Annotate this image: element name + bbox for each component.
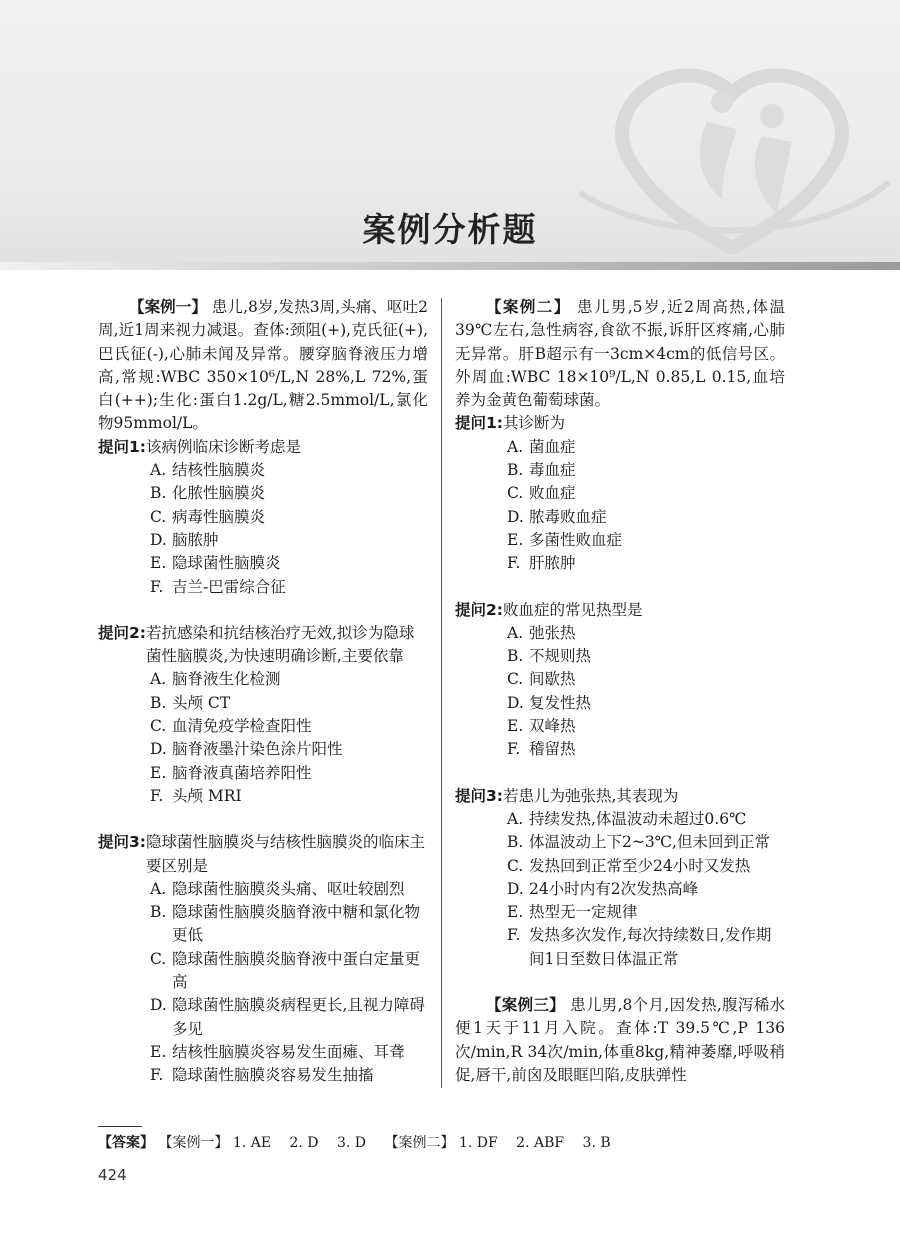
question-label: 提问2: — [98, 623, 146, 642]
option-item — [150, 948, 428, 995]
page-title: 案例分析题 — [362, 210, 538, 249]
option-item — [150, 901, 428, 948]
option-text: 病毒性脑膜炎 — [172, 507, 266, 526]
option-text: 结核性脑膜炎 — [172, 461, 266, 480]
case-2-label: 【案例二】 — [486, 298, 571, 316]
case-3-paragraph — [455, 994, 785, 1087]
option-key: D. — [507, 507, 524, 526]
option-item — [150, 762, 428, 785]
case-1-question-3-options — [98, 878, 428, 1088]
option-text: 发热多次发作,每次持续数日,发作期间1日至数日体温正常 — [529, 926, 772, 968]
answer-case-1-label: 【案例一】 — [158, 1135, 229, 1151]
option-text: 隐球菌性脑膜炎 — [172, 554, 281, 573]
option-text: 脓毒败血症 — [529, 507, 607, 526]
footnote-rule — [98, 1126, 142, 1127]
option-item — [150, 1064, 428, 1087]
option-key: C. — [150, 717, 167, 736]
option-item — [150, 482, 428, 505]
case-1-paragraph — [98, 296, 428, 436]
option-key: E. — [507, 717, 524, 736]
option-key: F. — [150, 1066, 164, 1085]
option-item — [150, 552, 428, 575]
spacer — [98, 808, 428, 831]
question-label: 提问1: — [98, 437, 146, 456]
option-item — [150, 576, 428, 599]
option-text: 不规则热 — [529, 647, 592, 666]
case-1-label: 【案例一】 — [129, 298, 207, 316]
option-text: 血清免疫学检查阳性 — [172, 717, 312, 736]
option-key: F. — [150, 786, 164, 805]
case-2-question-3 — [455, 785, 785, 808]
answer-item: 2. D — [289, 1135, 319, 1151]
spacer — [455, 762, 785, 785]
option-key: A. — [507, 809, 524, 828]
case-1-question-3 — [98, 831, 428, 878]
spacer — [455, 971, 785, 994]
case-1-question-1-options — [98, 459, 428, 599]
option-key: A. — [507, 437, 524, 456]
option-text: 脑脊液生化检测 — [172, 670, 281, 689]
case-3-label: 【案例三】 — [486, 996, 565, 1015]
option-item — [507, 855, 785, 878]
option-key: F. — [507, 740, 521, 759]
case-1-question-2-options — [98, 668, 428, 808]
question-text: 若抗感染和抗结核治疗无效,拟诊为隐球菌性脑膜炎,为快速明确诊断,主要依靠 — [145, 623, 415, 666]
option-text: 脑脊液真菌培养阳性 — [172, 763, 312, 782]
answer-item: 2. ABF — [516, 1135, 565, 1151]
question-label: 提问3: — [455, 786, 503, 805]
option-item — [507, 831, 785, 854]
option-text: 多菌性败血症 — [529, 530, 623, 549]
option-key: B. — [150, 484, 167, 503]
option-text: 稽留热 — [529, 740, 576, 759]
option-key: A. — [507, 623, 524, 642]
case-2-question-1 — [455, 412, 785, 435]
option-text: 头颅 MRI — [172, 786, 242, 805]
question-text: 败血症的常见热型是 — [502, 600, 643, 619]
option-key: E. — [507, 903, 524, 922]
option-text: 发热回到正常至少24小时又发热 — [529, 856, 751, 875]
option-key: B. — [507, 461, 524, 480]
option-key: D. — [507, 879, 524, 898]
option-text: 双峰热 — [529, 717, 576, 736]
option-key: C. — [150, 507, 167, 526]
option-item — [507, 645, 785, 668]
option-item — [507, 622, 785, 645]
option-text: 败血症 — [529, 484, 576, 503]
option-key: D. — [150, 530, 167, 549]
case-2-text: 患儿男,5岁,近2周高热,体温39℃左右,急性病容,食欲不振,诉肝区疼痛,心肺无异常。肝B超示有一3cm×4cm的低信号区。外周血:WBC 18×10⁹/L,N 0.85,L 0.15,血培养为金黄色葡萄球菌。 — [455, 298, 785, 410]
option-item — [507, 901, 785, 924]
option-item — [507, 878, 785, 901]
option-text: 脑脓肿 — [172, 530, 219, 549]
option-item — [150, 878, 428, 901]
option-text: 24小时内有2次发热高峰 — [529, 879, 699, 898]
option-item — [507, 668, 785, 691]
option-text: 毒血症 — [529, 461, 576, 480]
case-2-paragraph — [455, 296, 785, 412]
option-item — [150, 994, 428, 1041]
answer-item: 3. D — [337, 1135, 367, 1151]
option-key: D. — [507, 693, 524, 712]
page-number: 424 — [98, 1166, 127, 1184]
option-item — [150, 668, 428, 691]
option-key: C. — [507, 484, 524, 503]
case-2-question-2 — [455, 599, 785, 622]
option-text: 弛张热 — [529, 623, 576, 642]
option-item — [507, 692, 785, 715]
option-text: 复发性热 — [529, 693, 592, 712]
option-key: C. — [507, 670, 524, 689]
answer-case-2-label: 【案例二】 — [384, 1135, 455, 1151]
case-1-question-1 — [98, 436, 428, 459]
option-key: D. — [150, 996, 167, 1015]
option-item — [150, 692, 428, 715]
header-accent-bar — [0, 262, 900, 270]
option-key: E. — [150, 554, 167, 573]
option-text: 隐球菌性脑膜炎病程更长,且视力障碍多见 — [172, 996, 425, 1038]
option-text: 结核性脑膜炎容易发生面瘫、耳聋 — [172, 1042, 405, 1061]
option-item — [507, 506, 785, 529]
option-text: 持续发热,体温波动未超过0.6℃ — [529, 809, 747, 828]
option-item — [150, 529, 428, 552]
option-key: B. — [507, 647, 524, 666]
answer-item: 1. AE — [232, 1135, 272, 1151]
option-item — [150, 459, 428, 482]
spacer — [455, 576, 785, 599]
option-key: E. — [150, 1042, 167, 1061]
right-column — [455, 296, 785, 1087]
left-column — [98, 296, 428, 1088]
option-key: C. — [507, 856, 524, 875]
case-2-question-2-options — [455, 622, 785, 762]
option-item — [150, 1041, 428, 1064]
answer-key — [98, 1132, 625, 1152]
column-divider — [441, 298, 442, 1088]
option-item — [150, 785, 428, 808]
answer-item: 3. B — [582, 1135, 611, 1151]
spacer — [98, 599, 428, 622]
option-key: E. — [507, 530, 524, 549]
option-item — [507, 738, 785, 761]
question-label: 提问1: — [455, 414, 503, 433]
option-text: 隐球菌性脑膜炎脑脊液中糖和氯化物更低 — [172, 903, 421, 945]
option-item — [150, 506, 428, 529]
option-key: E. — [150, 763, 167, 782]
option-item — [507, 436, 785, 459]
case-1-question-2 — [98, 622, 428, 669]
option-key: B. — [150, 903, 167, 922]
case-2-question-1-options — [455, 436, 785, 576]
option-item — [507, 482, 785, 505]
option-key: A. — [150, 461, 167, 480]
question-text: 该病例临床诊断考虑是 — [145, 437, 301, 456]
question-label: 提问2: — [455, 600, 503, 619]
question-text: 若患儿为弛张热,其表现为 — [502, 786, 679, 805]
option-text: 脑脊液墨汁染色涂片阳性 — [172, 740, 343, 759]
option-text: 隐球菌性脑膜炎头痛、呕吐较剧烈 — [172, 879, 405, 898]
answer-item: 1. DF — [458, 1135, 498, 1151]
option-item — [507, 808, 785, 831]
case-1-text: 患儿,8岁,发热3周,头痛、呕吐2周,近1周来视力减退。查体:颈阻(+),克氏征(+),巴氏征(-),心肺未闻及异常。腰穿脑脊液压力增高,常规:WBC 350×10⁶/L,N 28%,L 72%,蛋白(++);生化:蛋白1.2g/L,糖2.5mmol/L,氯化物95mmol/L。 — [98, 298, 428, 433]
option-text: 隐球菌性脑膜炎容易发生抽搐 — [172, 1066, 374, 1085]
option-text: 体温波动上下2~3℃,但未回到正常 — [529, 833, 770, 852]
option-item — [150, 738, 428, 761]
option-key: D. — [150, 740, 167, 759]
option-key: C. — [150, 949, 167, 968]
case-3-text: 患儿男,8个月,因发热,腹泻稀水便1天于11月入院。查体:T 39.5℃,P 136次/min,R 34次/min,体重8kg,精神萎靡,呼吸稍促,唇干,前囟及眼眶凹陷,皮肤弹性 — [455, 996, 785, 1084]
option-key: A. — [150, 670, 167, 689]
question-text: 其诊断为 — [502, 414, 565, 433]
option-text: 化脓性脑膜炎 — [172, 484, 266, 503]
option-key: F. — [150, 577, 164, 596]
option-item — [507, 459, 785, 482]
case-2-question-3-options — [455, 808, 785, 971]
option-text: 隐球菌性脑膜炎脑脊液中蛋白定量更高 — [172, 949, 421, 992]
option-item — [507, 924, 785, 971]
option-item — [150, 715, 428, 738]
option-key: F. — [507, 926, 521, 945]
option-text: 间歇热 — [529, 670, 576, 689]
option-text: 热型无一定规律 — [529, 903, 638, 922]
option-text: 吉兰-巴雷综合征 — [172, 577, 286, 596]
question-text: 隐球菌性脑膜炎与结核性脑膜炎的临床主要区别是 — [145, 833, 425, 875]
option-key: A. — [150, 879, 167, 898]
option-text: 头颅 CT — [172, 693, 231, 712]
option-item — [507, 552, 785, 575]
option-text: 菌血症 — [529, 437, 576, 456]
option-item — [507, 529, 785, 552]
option-key: B. — [507, 833, 524, 852]
option-item — [507, 715, 785, 738]
option-key: B. — [150, 693, 167, 712]
option-key: F. — [507, 554, 521, 573]
option-text: 肝脓肿 — [529, 554, 576, 573]
answer-label: 【答案】 — [98, 1135, 154, 1151]
question-label: 提问3: — [98, 833, 146, 852]
